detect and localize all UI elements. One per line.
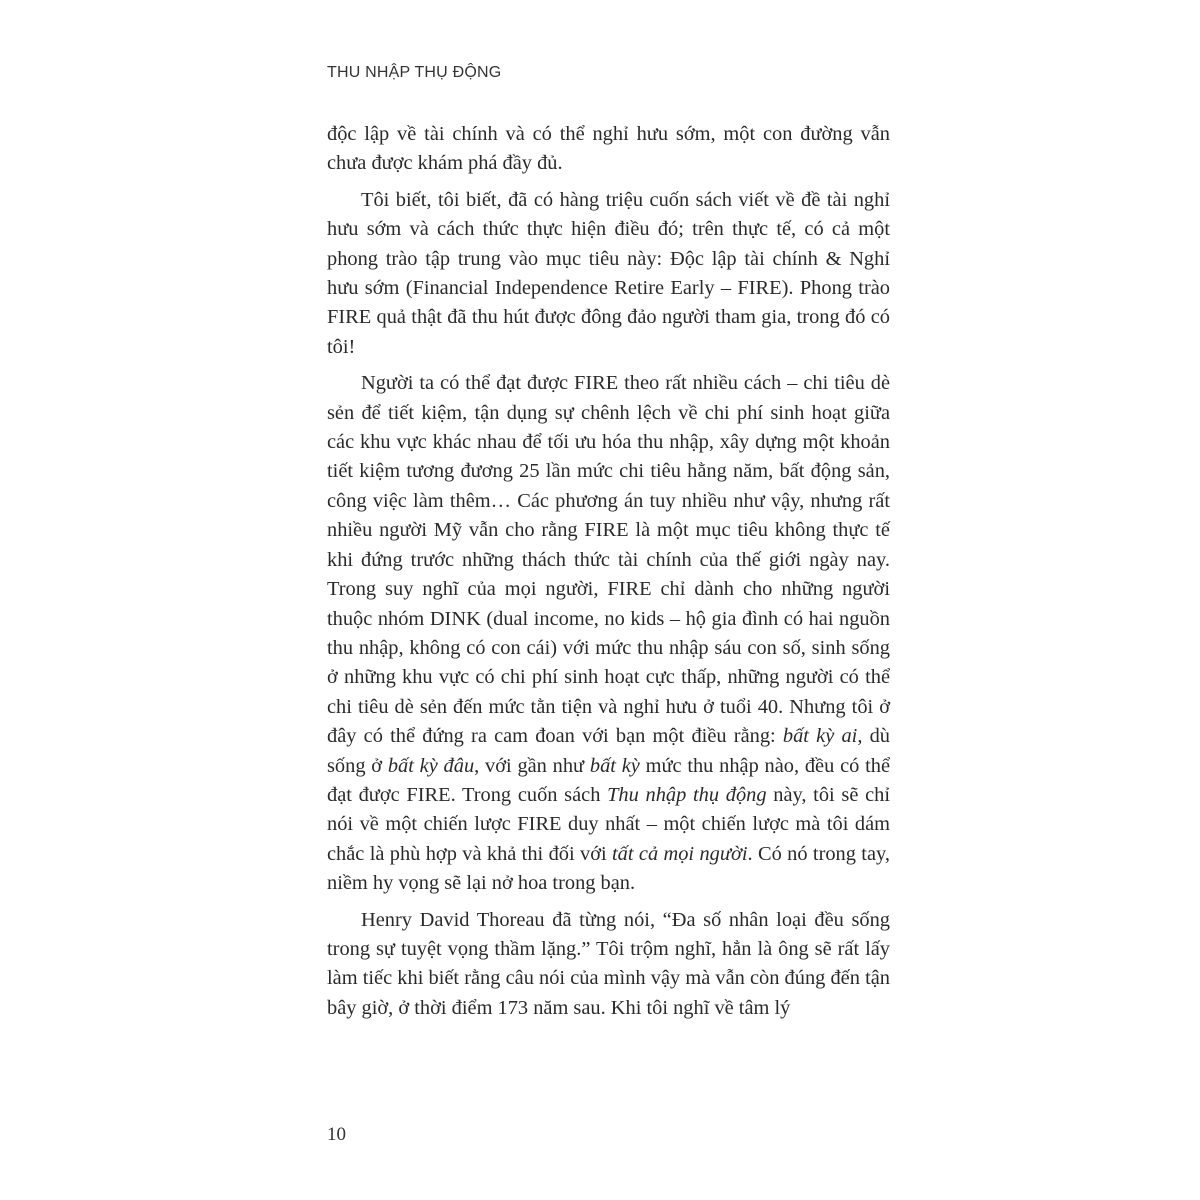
page-number: 10 <box>327 1124 346 1145</box>
emphasis-book-title: Thu nhập thụ động <box>607 783 767 806</box>
paragraph-3-text-a: Người ta có thể đạt được FIRE theo rất nhiều cách – chi tiêu dè sẻn để tiết kiệm, tận dụng sự chênh lệch về chi phí sinh hoạt giữa các khu vực khác nhau để tối ưu hóa thu nhập, xây dựng một khoản tiết kiệm tương đương 25 lần mức chi tiêu hằng năm, bất động sản, công việc làm thêm… Các phương án tuy nhiều như vậy, nhưng rất nhiều người Mỹ vẫn cho rằng FIRE là một mục tiêu không thực tế khi đứng trước những thách thức tài chính của thế giới ngày nay. Trong suy nghĩ của mọi người, FIRE chỉ dành cho những người thuộc nhóm DINK (dual income, no kids – hộ gia đình có hai nguồn thu nhập, không có con cái) với mức thu nhập sáu con số, sinh sống ở những khu vực có chi phí sinh hoạt cực thấp, những người có thể chi tiêu dè sẻn đến mức tằn tiện và nghỉ hưu ở tuổi 40. Nhưng tôi ở đây có thể đứng ra cam đoan với bạn một điều rằng: <box>327 372 890 748</box>
paragraph-1: độc lập về tài chính và có thể nghỉ hưu sớm, một con đường vẫn chưa được khám phá đầy đủ. <box>327 123 890 175</box>
running-header: THU NHẬP THỤ ĐỘNG <box>327 64 502 81</box>
body-text <box>327 120 890 1030</box>
paragraph-2: Tôi biết, tôi biết, đã có hàng triệu cuốn sách viết về đề tài nghỉ hưu sớm và cách thức thực hiện điều đó; trên thực tế, có cả một phong trào tập trung vào mục tiêu này: Độc lập tài chính & Nghỉ hưu sớm (Financial Independence Retire Early – FIRE). Phong trào FIRE quả thật đã thu hút được đông đảo người tham gia, trong đó có tôi! <box>327 188 890 358</box>
paragraph-3 <box>327 369 890 898</box>
paragraph-3-text-b: , dù sống ở <box>327 725 891 777</box>
emphasis-anyone: bất kỳ ai <box>782 725 858 748</box>
paragraph-3-text-c: , với gần như <box>474 754 590 777</box>
paragraph-4: Henry David Thoreau đã từng nói, “Đa số nhân loại đều sống trong sự tuyệt vọng thầm lặng.” Tôi trộm nghĩ, hẳn là ông sẽ rất lấy làm tiếc khi biết rằng câu nói của mình vậy mà vẫn còn đúng đến tận bây giờ, ở thời điểm 173 năm sau. Khi tôi nghĩ về tâm lý <box>327 908 890 1019</box>
emphasis-any: bất kỳ <box>589 754 640 777</box>
paragraph-3-text-e: này, tôi sẽ chỉ nói về một chiến lược FIRE duy nhất – một chiến lược mà tôi dám chắc là phù hợp và khả thi đối với <box>327 783 890 865</box>
paragraph-3-text-d: mức thu nhập nào, đều có thể đạt được FIRE. Trong cuốn sách <box>327 754 891 806</box>
emphasis-everyone: tất cả mọi người <box>612 842 748 865</box>
paragraph-3-text-f: . Có nó trong tay, niềm hy vọng sẽ lại nở hoa trong bạn. <box>327 842 890 895</box>
emphasis-anywhere: bất kỳ đâu <box>387 754 475 777</box>
